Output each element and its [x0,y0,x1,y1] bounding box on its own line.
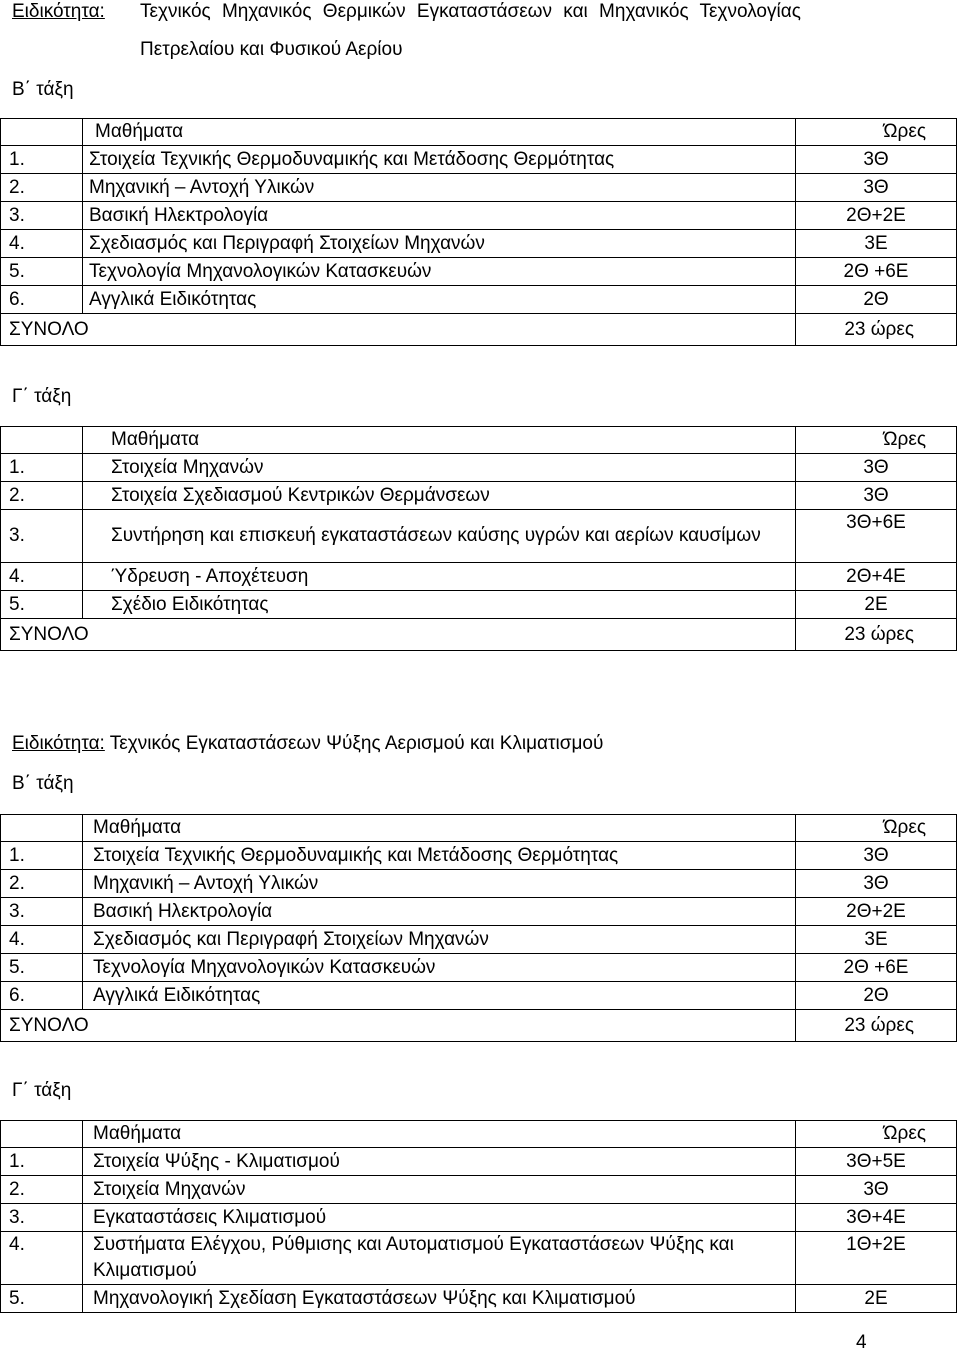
row-hours: 2Ε [796,1285,957,1313]
row-subject: Αγγλικά Ειδικότητας [83,982,796,1010]
table-row [1,954,957,982]
total-row [1,1010,957,1042]
row-subject: Στοιχεία Μηχανών [83,1176,796,1204]
total-label: ΣΥΝΟΛΟ [1,314,796,346]
row-num: 6. [1,286,83,314]
hours-header: Ώρες [796,815,957,842]
row-num: 5. [1,954,83,982]
row-num: 6. [1,982,83,1010]
row-num: 3. [1,510,83,563]
row-subject: Στοιχεία Τεχνικής Θερμοδυναμικής και Μετάδοσης Θερμότητας [83,146,796,174]
row-subject: Στοιχεία Μηχανών [83,454,796,482]
row-num: 4. [1,926,83,954]
row-subject: Μηχανική – Αντοχή Υλικών [83,174,796,202]
specialty-label: Ειδικότητα: [12,733,105,754]
row-hours: 2Θ [796,982,957,1010]
table-row [1,926,957,954]
table-row [1,563,957,591]
row-num: 1. [1,454,83,482]
table-row [1,898,957,926]
row-num: 5. [1,1285,83,1313]
row-num: 4. [1,563,83,591]
row-subject: Βασική Ηλεκτρολογία [83,898,796,926]
subjects-header: Μαθήματα [83,815,796,842]
row-num: 3. [1,1204,83,1232]
row-hours: 2Θ +6Ε [796,954,957,982]
table-row [1,482,957,510]
specialty-header-1 [12,0,942,62]
row-num: 5. [1,591,83,619]
row-hours: 2Θ [796,286,957,314]
row-subject: Μηχανολογική Σχεδίαση Εγκαταστάσεων Ψύξης και Κλιματισμού [83,1285,796,1313]
row-num: 1. [1,1148,83,1176]
row-num: 5. [1,258,83,286]
table-row [1,982,957,1010]
class-heading: Γ΄ τάξη [12,386,72,407]
total-label: ΣΥΝΟΛΟ [1,1010,796,1042]
row-subject: Στοιχεία Ψύξης - Κλιματισμού [83,1148,796,1176]
row-subject: Στοιχεία Σχεδιασμού Κεντρικών Θερμάνσεων [83,482,796,510]
hours-header: Ώρες [796,1121,957,1148]
row-hours: 3Θ [796,482,957,510]
specialty-title: Τεχνικός Εγκαταστάσεων Ψύξης Αερισμού και Κλιματισμού [109,733,604,754]
row-hours: 3Θ [796,870,957,898]
row-num: 4. [1,230,83,258]
specialty-header-2 [12,732,603,756]
num-header [1,119,83,146]
hours-header: Ώρες [796,119,957,146]
table-row [1,174,957,202]
row-num: 3. [1,898,83,926]
row-subject: Μηχανική – Αντοχή Υλικών [83,870,796,898]
row-num: 2. [1,870,83,898]
row-hours: 1Θ+2Ε [796,1232,957,1285]
table-row [1,258,957,286]
subjects-header: Μαθήματα [83,119,796,146]
subjects-header: Μαθήματα [83,427,796,454]
row-hours: 2Ε [796,591,957,619]
row-hours: 3Θ+4Ε [796,1204,957,1232]
row-num: 4. [1,1232,83,1285]
table-row [1,870,957,898]
row-hours: 3Ε [796,926,957,954]
row-hours: 3Θ [796,1176,957,1204]
table-row [1,146,957,174]
num-header [1,427,83,454]
curriculum-table-s2-c [0,1120,957,1313]
row-num: 2. [1,1176,83,1204]
row-num: 1. [1,146,83,174]
row-subject: Ύδρευση - Αποχέτευση [83,563,796,591]
class-heading: Γ΄ τάξη [12,1080,72,1101]
num-header [1,1121,83,1148]
curriculum-table-s1-b [0,118,957,346]
table-row [1,202,957,230]
page-number: 4 [856,1332,867,1353]
row-subject: Αγγλικά Ειδικότητας [83,286,796,314]
class-heading: Β΄ τάξη [12,79,74,100]
num-header [1,815,83,842]
table-row [1,1285,957,1313]
class-heading: Β΄ τάξη [12,773,74,794]
hours-header: Ώρες [796,427,957,454]
table-row [1,591,957,619]
row-subject: Βασική Ηλεκτρολογία [83,202,796,230]
row-num: 1. [1,842,83,870]
subjects-header: Μαθήματα [83,1121,796,1148]
total-row [1,619,957,651]
row-hours: 3Θ [796,174,957,202]
row-hours: 3Θ [796,842,957,870]
row-hours: 2Θ+2Ε [796,898,957,926]
table-row [1,1204,957,1232]
table-row [1,1232,957,1285]
row-hours: 3Θ [796,454,957,482]
row-num: 3. [1,202,83,230]
total-value: 23 ώρες [796,1010,957,1042]
table-row [1,454,957,482]
table-row [1,842,957,870]
row-subject: Στοιχεία Τεχνικής Θερμοδυναμικής και Μετάδοσης Θερμότητας [83,842,796,870]
row-hours: 3Θ [796,146,957,174]
table-row [1,286,957,314]
specialty-title-continued: Πετρελαίου και Φυσικού Αερίου [140,39,403,60]
total-label: ΣΥΝΟΛΟ [1,619,796,651]
curriculum-table-s2-b [0,814,957,1042]
table-row [1,230,957,258]
row-subject: Σχέδιο Ειδικότητας [83,591,796,619]
row-hours: 3Ε [796,230,957,258]
row-hours: 2Θ +6Ε [796,258,957,286]
total-value: 23 ώρες [796,314,957,346]
row-subject: Σχεδιασμός και Περιγραφή Στοιχείων Μηχανών [83,230,796,258]
row-hours: 3Θ+5Ε [796,1148,957,1176]
specialty-label: Ειδικότητα: [12,1,105,22]
row-subject: Συντήρηση και επισκευή εγκαταστάσεων καύσης υγρών και αερίων καυσίμων [83,510,796,563]
table-row [1,1148,957,1176]
row-hours: 3Θ+6Ε [796,510,957,563]
table-row [1,510,957,563]
row-subject: Συστήματα Ελέγχου, Ρύθμισης και Αυτοματισμού Εγκαταστάσεων Ψύξης και Κλιματισμού [83,1232,796,1285]
curriculum-table-s1-c [0,426,957,651]
total-row [1,314,957,346]
row-num: 2. [1,482,83,510]
row-subject: Εγκαταστάσεις Κλιματισμού [83,1204,796,1232]
row-subject: Σχεδιασμός και Περιγραφή Στοιχείων Μηχανών [83,926,796,954]
row-subject: Τεχνολογία Μηχανολογικών Κατασκευών [83,258,796,286]
table-row [1,1176,957,1204]
row-hours: 2Θ+2Ε [796,202,957,230]
row-hours: 2Θ+4Ε [796,563,957,591]
row-subject: Τεχνολογία Μηχανολογικών Κατασκευών [83,954,796,982]
row-num: 2. [1,174,83,202]
total-value: 23 ώρες [796,619,957,651]
specialty-title: Τεχνικός Μηχανικός Θερμικών Εγκαταστάσεων και Μηχανικός Τεχνολογίας [140,1,801,22]
